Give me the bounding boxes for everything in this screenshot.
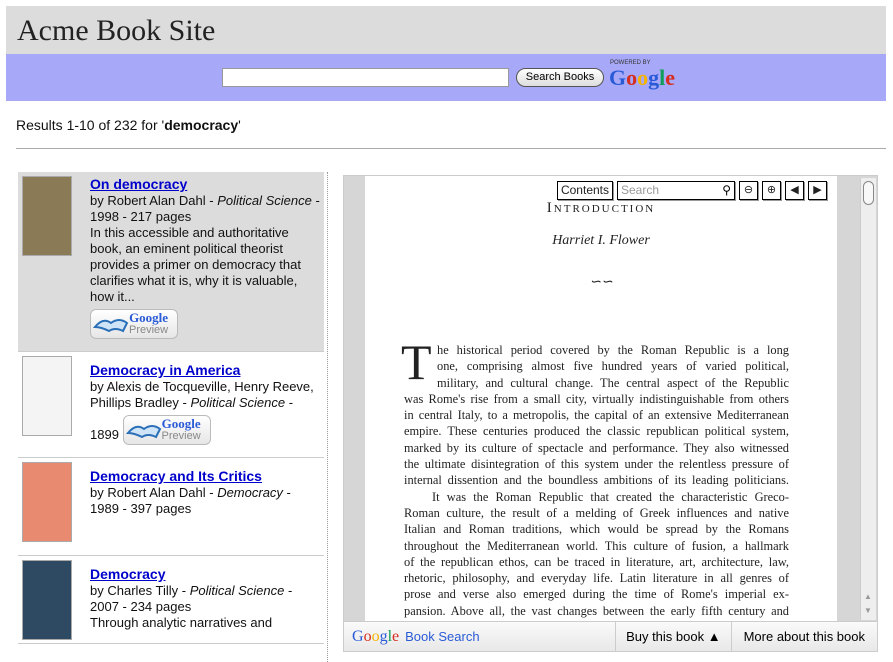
text-line: was Rome's rise from a small city, virtually indistinguishable from others [404, 391, 789, 406]
text-line: throughout the Mediterranean world. This culture of fusion, a hallmark [404, 538, 789, 553]
scroll-up-icon[interactable]: ▲ [864, 592, 872, 601]
book-author: by Alexis de Tocqueville, Henry Reeve, Phillips Bradley - [90, 379, 314, 410]
powered-by-label: POWERED BY [610, 60, 651, 66]
google-logo: Google [352, 627, 400, 645]
open-book-icon [126, 421, 162, 439]
drop-cap: T [401, 334, 432, 390]
results-prefix: Results 1-10 of 232 for ' [16, 117, 165, 133]
search-input[interactable] [222, 68, 509, 87]
text-line: Roman culture, the result of a melding of Greek influences and native [404, 505, 789, 520]
result-info [90, 176, 320, 339]
text-line: internal dissention and the boundless ambitions of its leading politicians. [404, 473, 789, 488]
book-snippet: Through analytic narratives and [90, 615, 273, 630]
result-info [90, 566, 320, 631]
result-item [18, 352, 324, 458]
page-text [404, 342, 789, 619]
contents-button[interactable]: Contents [557, 181, 613, 200]
viewer-search-input[interactable] [617, 181, 735, 200]
results-list [18, 172, 324, 662]
result-info [90, 362, 320, 445]
search-placeholder: Search [621, 183, 660, 197]
book-meta: - 1998 - 217 pages [90, 193, 320, 224]
scrollbar-thumb[interactable] [863, 181, 874, 205]
search-bar [6, 54, 886, 101]
viewer-toolbar [557, 181, 827, 200]
book-category: Democracy [217, 485, 283, 500]
text-line: he historical period covered by the Roman Republic is a long [437, 343, 789, 357]
book-meta: - 1989 - 397 pages [90, 485, 291, 516]
preview-google: Google [129, 310, 169, 325]
book-cover[interactable] [22, 356, 72, 436]
book-snippet: In this accessible and authoritative book, an eminent political theorist provides a primer on democracy that clarifies what it is, why it is valuable, how it... [90, 225, 301, 304]
column-divider [327, 172, 328, 662]
google-logo: Google [609, 65, 676, 90]
text-line: empire. These centuries produced the classic republican political system, [404, 424, 789, 439]
book-category: Political Science [189, 583, 285, 598]
scrollbar[interactable] [860, 178, 876, 620]
text-line: military, and cultural change. The central aspect of the Republic [437, 375, 789, 390]
result-item [18, 556, 324, 644]
preview-label: Preview [129, 324, 169, 336]
book-cover[interactable] [22, 462, 72, 542]
results-summary [16, 117, 241, 133]
previous-page-icon[interactable]: ◀ [785, 181, 804, 200]
zoom-out-icon[interactable]: ⊖ [739, 181, 758, 200]
viewer-footer [344, 621, 877, 651]
book-meta: - 1899 [90, 395, 294, 442]
text-line: of the republican ethos, can be traced in literature, art, architecture, law, [404, 554, 789, 569]
site-title: Acme Book Site [17, 14, 216, 47]
scroll-down-icon[interactable]: ▼ [864, 606, 872, 615]
text-line: in central Italy, to a metropolis, the capital of an extensive Mediterranean [404, 408, 789, 423]
book-title-link[interactable]: Democracy [90, 566, 166, 582]
text-line: prose and verse also emerged during the time of Rome's imperial ex- [404, 587, 789, 602]
text-line: pansion. Above all, the vast changes between the early fifth century and [404, 603, 789, 618]
google-preview-button[interactable] [90, 309, 178, 339]
book-cover[interactable] [22, 176, 72, 256]
book-viewer [343, 175, 878, 652]
preview-label: Preview [161, 430, 201, 442]
text-line: the ultimate disintegration of this system under the relentless pressure of [404, 457, 789, 472]
result-item [18, 172, 324, 352]
text-line: marked by its culture of spectacle and performance. They also witnessed [404, 440, 789, 455]
book-search-link[interactable]: Book Search [405, 629, 480, 644]
results-suffix: ' [238, 117, 241, 133]
text-line: one, comprising almost five hundred years of varied political, [437, 359, 789, 374]
book-page [365, 176, 837, 622]
chapter-heading: Introduction [546, 200, 656, 216]
text-line: It was the Roman Republic that created the characteristic Greco- [432, 489, 789, 504]
ornament: ∽∽ [589, 275, 613, 290]
buy-this-book-button[interactable]: Buy this book ▲ [615, 622, 731, 651]
book-category: Political Science [217, 193, 312, 208]
next-page-icon[interactable]: ▶ [808, 181, 827, 200]
result-info [90, 468, 320, 517]
results-query: democracy [164, 117, 239, 133]
book-title-link[interactable]: Democracy in America [90, 362, 241, 378]
open-book-icon [93, 315, 129, 333]
book-category: Political Science [190, 395, 286, 410]
preview-google: Google [161, 416, 201, 431]
chapter-author: Harriet I. Flower [552, 233, 650, 248]
divider [16, 148, 886, 149]
book-title-link[interactable]: Democracy and Its Critics [90, 468, 262, 484]
book-author: by Charles Tilly - [90, 583, 190, 598]
text-line: Italian and Roman traditions, which would be spread by the Romans [404, 522, 789, 537]
book-author: by Robert Alan Dahl - [90, 485, 218, 500]
magnifier-icon: ⚲ [722, 183, 731, 197]
book-cover[interactable] [22, 560, 72, 640]
google-preview-button[interactable] [123, 415, 211, 445]
site-header [6, 6, 886, 54]
zoom-in-icon[interactable]: ⊕ [762, 181, 781, 200]
more-about-book-button[interactable]: More about this book [731, 622, 877, 651]
result-item [18, 458, 324, 556]
book-author: by Robert Alan Dahl - [90, 193, 218, 208]
search-books-button[interactable]: Search Books [516, 68, 604, 87]
book-meta: - 2007 - 234 pages [90, 583, 293, 614]
book-title-link[interactable]: On democracy [90, 176, 188, 192]
text-line: rhetoric, philosophy, and everyday life. Latin literature in all genres of [404, 571, 789, 586]
